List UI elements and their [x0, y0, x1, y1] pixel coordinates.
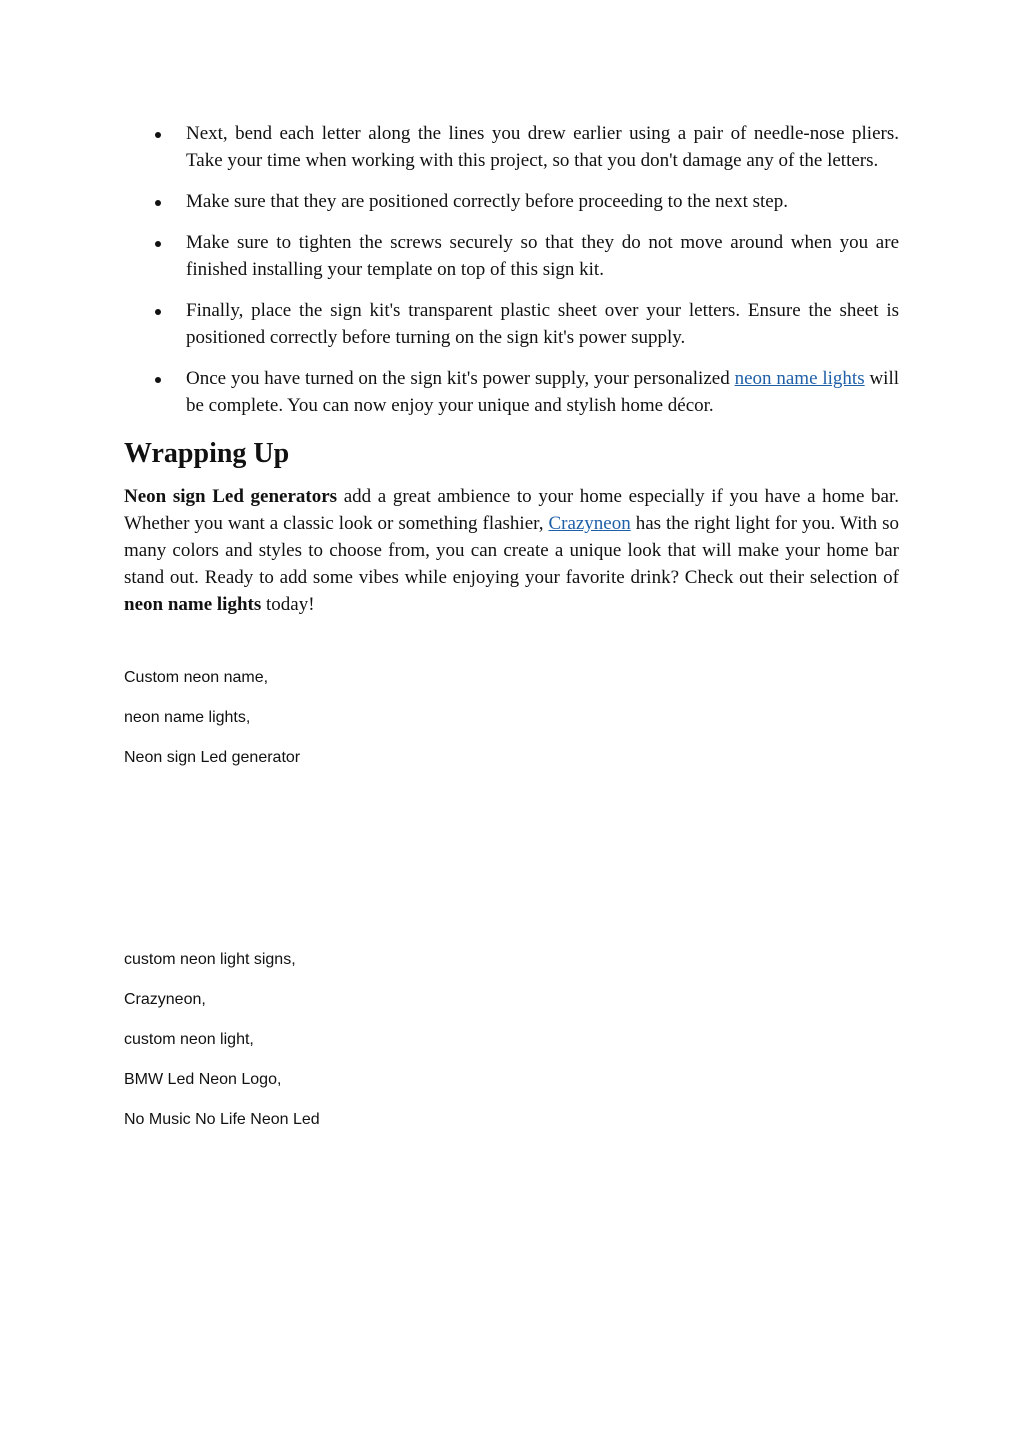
list-item	[124, 120, 899, 174]
keyword-item: Neon sign Led generator	[124, 749, 301, 766]
keyword-item: BMW Led Neon Logo,	[124, 1071, 282, 1088]
keyword-item: Crazyneon,	[124, 991, 206, 1008]
bullet-icon	[155, 377, 161, 383]
keyword-item: custom neon light,	[124, 1031, 254, 1048]
list-item-text-before: Once you have turned on the sign kit's power supply, your personalized	[186, 368, 735, 389]
bullet-icon	[155, 241, 161, 247]
list-item-text: Make sure that they are positioned correctly before proceeding to the next step.	[186, 191, 788, 212]
article-body	[124, 120, 899, 618]
keyword-item: custom neon light signs,	[124, 951, 296, 968]
list-item-text: Make sure to tighten the screws securely so that they do not move around when you are finished installing your template on top of this sign kit.	[186, 232, 899, 280]
keyword-list-top	[124, 658, 724, 778]
wrapping-up-paragraph	[124, 483, 899, 618]
crazyneon-link[interactable]: Crazyneon	[548, 513, 631, 534]
paragraph-text: has the right light for you. With so many colors and styles to choose from, you can create a unique look that will make your home bar stand out. Ready to add some vibes while enjoying your favorite drink? Check out their selection of	[124, 513, 899, 588]
keyword-item: Custom neon name,	[124, 669, 269, 686]
keyword-list-bottom	[124, 940, 724, 1140]
paragraph-text: add a great ambience to your home especially if you have a home bar. Whether you want a classic look or something flashier,	[124, 486, 899, 534]
bullet-icon	[155, 309, 161, 315]
keyword-item: neon name lights,	[124, 709, 251, 726]
list-item-text: Finally, place the sign kit's transparent plastic sheet over your letters. Ensure the sheet is positioned correctly before turning on the sign kit's power supply.	[186, 300, 899, 348]
bold-phrase-generators: Neon sign Led generators	[124, 486, 338, 507]
bold-phrase-neon-name-lights: neon name lights	[124, 594, 262, 615]
bullet-icon	[155, 200, 161, 206]
list-item	[124, 188, 899, 215]
list-item	[124, 365, 899, 419]
paragraph-text: today!	[261, 594, 315, 615]
neon-name-lights-link[interactable]: neon name lights	[734, 368, 865, 389]
list-item	[124, 297, 899, 351]
bullet-icon	[155, 132, 161, 138]
list-item-text: Next, bend each letter along the lines you drew earlier using a pair of needle-nose pliers. Take your time when working with this project, so that you don't damage any of the letters.	[186, 123, 899, 171]
keyword-item: No Music No Life Neon Led	[124, 1111, 320, 1128]
list-item	[124, 229, 899, 283]
steps-list	[124, 120, 899, 419]
section-heading: Wrapping Up	[124, 438, 290, 469]
list-item-text-after: will be complete. You can now enjoy your unique and stylish home décor.	[186, 368, 900, 416]
